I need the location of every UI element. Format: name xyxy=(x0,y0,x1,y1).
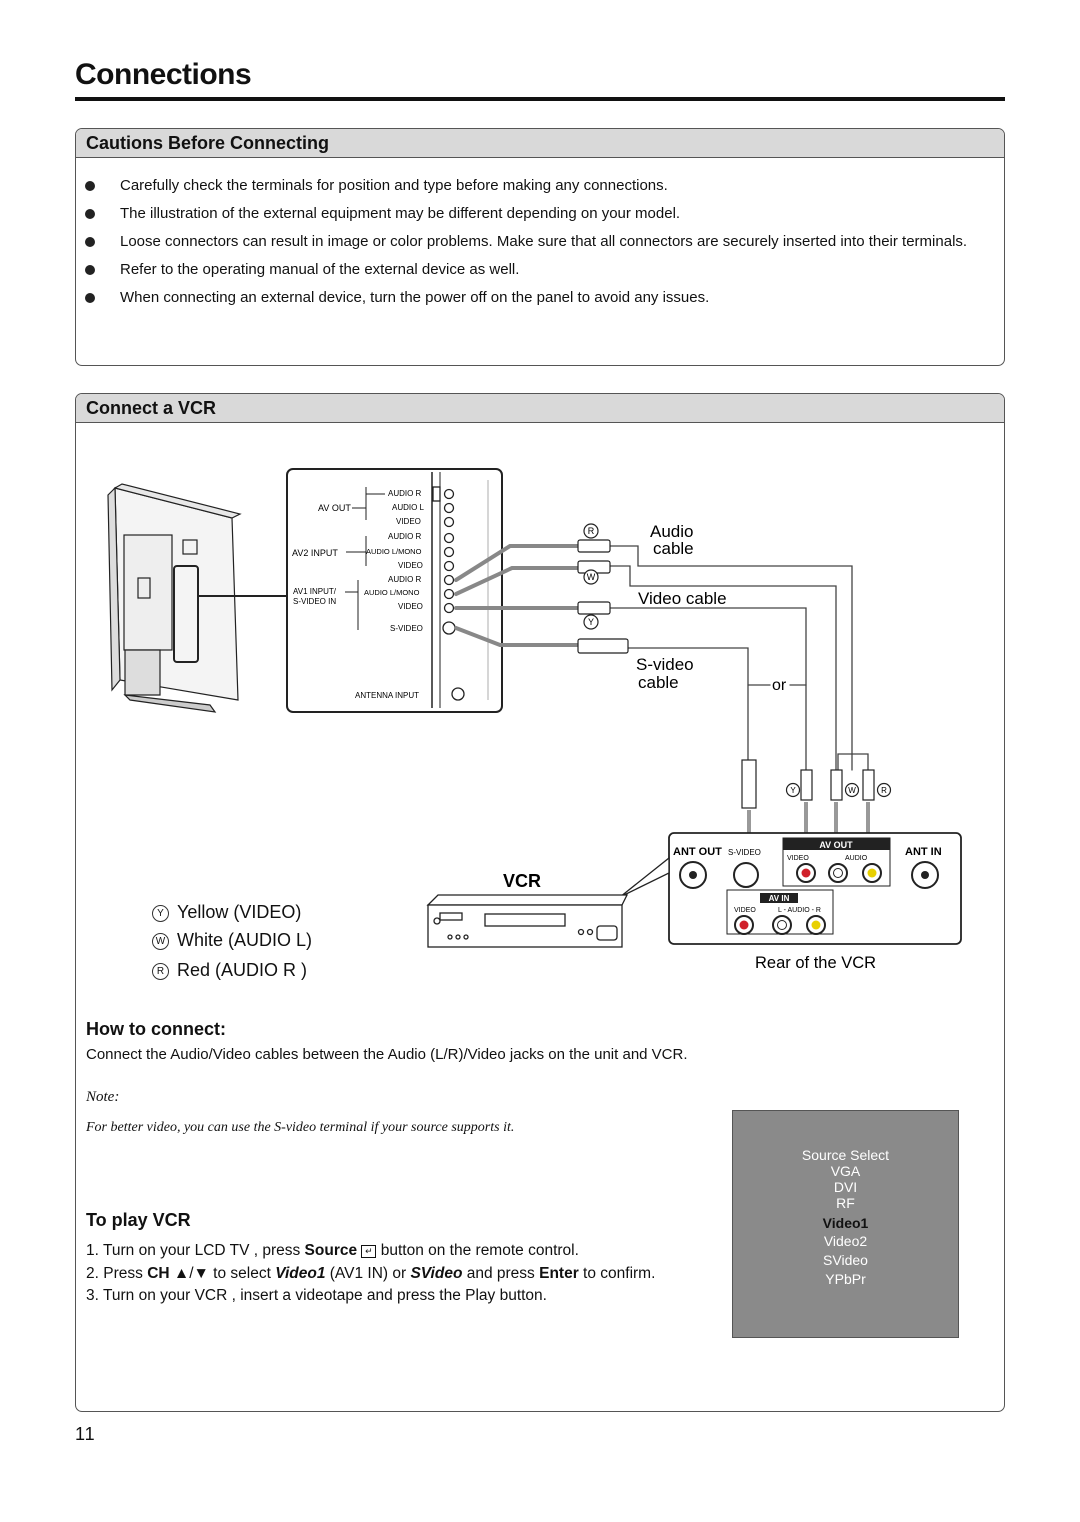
source-icon: ↵ xyxy=(361,1245,376,1258)
video-cable-label: Video cable xyxy=(638,589,727,608)
ch-button-label: CH xyxy=(147,1264,170,1282)
jack-label: AUDIO L/MONO xyxy=(364,588,420,597)
step-text: button on the remote control. xyxy=(376,1242,579,1259)
vcr-unit-illustration xyxy=(428,895,627,947)
how-to-heading: How to connect: xyxy=(86,1019,226,1039)
svideo-option: SVideo xyxy=(410,1264,463,1282)
legend-symbol: Y xyxy=(152,905,169,922)
audio-cable-label-2: cable xyxy=(653,539,694,558)
osd-item-vga[interactable]: VGA xyxy=(830,1163,861,1179)
callout-pointer xyxy=(620,858,669,897)
step-number: 3. xyxy=(86,1287,99,1304)
vcr-av-in-label: AV IN xyxy=(768,894,790,903)
jack-label: AUDIO R xyxy=(388,575,422,584)
plug-letter-r: R xyxy=(881,786,887,795)
video1-option: Video1 xyxy=(275,1264,326,1282)
plug-letter-w: W xyxy=(848,786,856,795)
step-text: to select xyxy=(208,1264,276,1282)
jack-label: AUDIO L/MONO xyxy=(366,547,422,556)
legend-text: Yellow (VIDEO) xyxy=(177,902,302,922)
caution-item: Loose connectors can result in image or color problems. Make sure that all connectors are securely inserted into their terminals. xyxy=(76,231,1004,253)
vcr-av-out-label: AV OUT xyxy=(819,840,853,850)
osd-item-svideo[interactable]: SVideo xyxy=(823,1252,868,1268)
step-text: Turn on your VCR , insert a videotape and press the Play button. xyxy=(102,1287,547,1304)
vcr-label: VCR xyxy=(503,871,542,891)
jack-label: VIDEO xyxy=(398,561,423,570)
step-text: to confirm. xyxy=(578,1264,656,1282)
source-select-osd xyxy=(732,1110,959,1338)
enter-button-label: Enter xyxy=(539,1264,579,1282)
play-steps xyxy=(86,1240,655,1308)
audio-cable-label: Audio xyxy=(650,522,694,541)
plug-letter-y: Y xyxy=(790,786,796,795)
vcr-svideo-label: S-VIDEO xyxy=(728,848,761,857)
step-text: Turn on your LCD TV , press xyxy=(102,1242,305,1259)
ant-out-label: ANT OUT xyxy=(673,846,722,858)
caution-item: Refer to the operating manual of the external device as well. xyxy=(76,259,1004,281)
vcr-audio-in-label: L - AUDIO - R xyxy=(778,907,821,914)
jack-label: ANTENNA INPUT xyxy=(355,691,420,700)
step-number: 2. xyxy=(86,1264,99,1282)
osd-item-rf[interactable]: RF xyxy=(836,1195,855,1211)
svideo-cable-label: S-video xyxy=(636,655,694,674)
or-label: or xyxy=(772,677,787,694)
note-text: For better video, you can use the S-video terminal if your source supports it. xyxy=(86,1120,515,1135)
svideo-in-label: S-VIDEO IN xyxy=(293,597,337,606)
vcr-audio-label: AUDIO xyxy=(845,855,868,862)
legend-symbol: R xyxy=(152,963,169,980)
jack-label: AUDIO R xyxy=(388,532,422,541)
jack-label: S-VIDEO xyxy=(390,624,423,633)
caution-item: The illustration of the external equipment may be different depending on your model. xyxy=(76,203,1004,225)
jack-label: VIDEO xyxy=(396,517,421,526)
osd-item-ypbpr[interactable]: YPbPr xyxy=(825,1271,866,1287)
step-number: 1. xyxy=(86,1242,99,1259)
jack-label: VIDEO xyxy=(398,602,423,611)
step-text: (AV1 IN) or xyxy=(325,1264,411,1282)
how-to-text: Connect the Audio/Video cables between the Audio (L/R)/Video jacks on the unit and VCR. xyxy=(86,1046,688,1063)
step-text: and press xyxy=(462,1264,540,1282)
caution-item: When connecting an external device, turn the power off on the panel to avoid any issues. xyxy=(76,287,1004,309)
osd-title: Source Select xyxy=(801,1147,890,1163)
caution-item: Carefully check the terminals for position and type before making any connections. xyxy=(76,175,1004,197)
ant-in-label: ANT IN xyxy=(905,846,942,858)
legend-text: Red (AUDIO R ) xyxy=(177,960,308,980)
osd-item-dvi[interactable]: DVI xyxy=(833,1179,858,1195)
av-out-label: AV OUT xyxy=(318,503,351,513)
cautions-heading: Cautions Before Connecting xyxy=(76,129,1004,158)
legend-red xyxy=(152,960,307,981)
step-text: Press xyxy=(103,1264,148,1282)
play-step-3 xyxy=(86,1285,655,1308)
legend-white xyxy=(152,930,312,951)
page-title: Connections xyxy=(75,58,252,91)
play-step-1 xyxy=(86,1240,655,1263)
plug-letter-w: W xyxy=(586,572,596,582)
vcr-video-in-label: VIDEO xyxy=(734,907,756,914)
tv-jack-panel xyxy=(287,469,502,712)
svideo-cable-label-2: cable xyxy=(638,673,679,692)
av1-input-label: AV1 INPUT/ xyxy=(293,587,336,596)
note-title: Note: xyxy=(86,1089,120,1105)
vcr-video-label: VIDEO xyxy=(787,855,809,862)
ch-arrows-icon: ▲/▼ xyxy=(169,1264,209,1282)
rca-plugs-tv-side xyxy=(578,524,628,653)
jack-label: AUDIO R xyxy=(388,489,422,498)
legend-yellow xyxy=(152,902,301,923)
connect-vcr-heading: Connect a VCR xyxy=(76,394,1004,423)
osd-item-video1-selected[interactable]: Video1 xyxy=(822,1215,869,1231)
play-step-2 xyxy=(86,1263,655,1286)
plug-letter-r: R xyxy=(587,526,595,536)
jack-label: AUDIO L xyxy=(392,503,425,512)
osd-item-video2[interactable]: Video2 xyxy=(823,1233,868,1249)
rear-of-vcr-label: Rear of the VCR xyxy=(755,954,877,972)
source-button-label: Source xyxy=(304,1242,358,1259)
legend-text: White (AUDIO L) xyxy=(177,930,313,950)
page-number: 11 xyxy=(75,1424,96,1444)
play-heading: To play VCR xyxy=(86,1210,191,1230)
legend-symbol: W xyxy=(152,933,169,950)
plug-letter-y: Y xyxy=(587,617,595,627)
tv-rear-illustration xyxy=(108,484,288,712)
av2-input-label: AV2 INPUT xyxy=(292,548,338,558)
